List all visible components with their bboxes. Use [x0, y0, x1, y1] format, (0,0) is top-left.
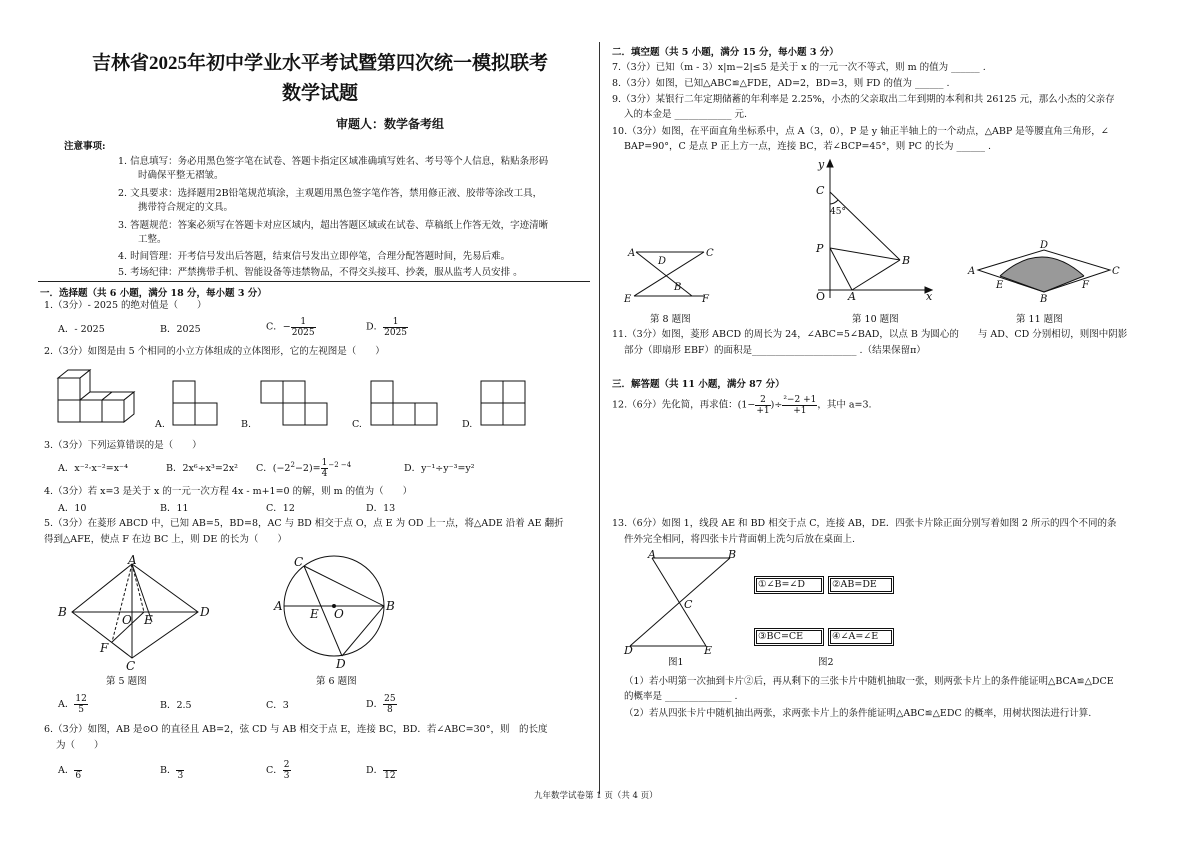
svg-text:C: C: [816, 184, 825, 197]
q3-option-b: B．2x⁶÷x³=2x²: [166, 463, 238, 474]
note-line: 1. 信息填写：务必用黑色签字笔在试卷、答题卡指定区域准确填写姓名、考号等个人信息，粘贴条形码: [118, 156, 549, 167]
svg-text:B: B: [728, 548, 737, 561]
q6-option-d: D． 12: [366, 760, 397, 781]
svg-text:D: D: [200, 605, 210, 619]
fig6-caption: 第 6 题图: [316, 676, 357, 687]
q13: 13.（6分）如图 1，线段 AE 和 BD 相交于点 C，连接 AB，DE．四张卡片除正面分别写着如图 2 所示的四个不同的条: [612, 518, 1117, 529]
q4-option-b: B．11: [160, 503, 189, 514]
svg-text:C: C: [126, 659, 136, 670]
q6-stem: 6.（3分）如图，AB 是⊙O 的直径且 AB=2，弦 CD 与 AB 相交于点 E，连接 BC，BD．若∠ABC=30°，则 的长度: [44, 724, 548, 735]
exam-title: 吉林省2025年初中学业水平考试暨第四次统一模拟联考: [92, 53, 549, 74]
note-line: 时确保平整无褶皱。: [138, 170, 224, 181]
svg-text:E: E: [996, 280, 1004, 291]
q13-fig1: [620, 548, 740, 656]
svg-text:A: A: [628, 248, 636, 259]
svg-text:D: D: [336, 657, 346, 670]
svg-text:O: O: [122, 613, 132, 627]
q1-option-a: A．- 2025: [58, 324, 105, 335]
fig6-circle: [270, 552, 400, 670]
section-divider: [38, 281, 590, 282]
svg-text:A: A: [128, 553, 137, 567]
svg-text:D: D: [624, 644, 633, 656]
svg-text:A: A: [648, 548, 656, 561]
svg-text:O: O: [334, 607, 344, 621]
fig2-caption: 图2: [818, 657, 834, 668]
q6-option-b: B． 3: [160, 760, 184, 781]
fig11-rhombus: [964, 236, 1124, 306]
q6-stem-cont: 为（ ）: [56, 740, 104, 751]
q2-option-d: D.: [462, 419, 473, 430]
note-line: 2. 文具要求：选择题用2B铅笔规范填涂，主观题用黑色签字笔作答，禁用修正液、胶带等涂改工具，: [118, 188, 543, 199]
svg-text:D: D: [1040, 240, 1049, 251]
svg-text:B: B: [674, 282, 682, 293]
q3-option-a: A．x⁻²·x⁻²=x⁻⁴: [58, 463, 128, 474]
q3-option-d: D．y⁻¹÷y⁻³=y²: [404, 463, 475, 474]
q3-stem: 3.（3分）下列运算错误的是（ ）: [44, 440, 202, 451]
column-divider: [599, 42, 600, 794]
q5-option-c: C．3: [266, 700, 289, 711]
svg-text:A: A: [274, 599, 283, 613]
section1-heading: 一．选择题（共 6 小题，满分 18 分，每小题 3 分）: [40, 288, 267, 299]
section3-heading: 三．解答题（共 11 小题，满分 87 分）: [612, 379, 785, 390]
svg-text:D: D: [658, 256, 667, 267]
q10-cont: BAP=90°，C 是点 P 正上方一点，连接 BC，若∠BCP=45°，则 PC 的长为 ______ .: [624, 141, 992, 152]
q11-cont: 部分（即扇形 EBF）的面积是______________________ .（结果保留π）: [624, 345, 926, 356]
svg-text:P: P: [816, 242, 824, 255]
svg-text:C: C: [706, 248, 714, 259]
q2-view-a: [172, 380, 222, 430]
svg-text:B: B: [386, 599, 395, 613]
q3-option-c: C．$(-2^2-2)=$ $\frac{1}{4}$ $^{-2 -4}$: [256, 458, 352, 479]
q9: 9.（3分）某银行二年定期储蓄的年利率是 2.25%，小杰的父亲取出二年到期的本利和共 26125 元，那么小杰的父亲存: [612, 94, 1115, 105]
q5-option-a: A． $\frac{12}{5}$: [58, 694, 87, 715]
svg-text:F: F: [100, 641, 109, 655]
svg-text:E: E: [704, 644, 713, 656]
q1-option-d: D． $\frac{1}{2025}$: [366, 317, 408, 338]
svg-text:C: C: [294, 555, 304, 569]
card-3[interactable]: ③BC=CE: [754, 628, 824, 646]
q6-option-c: C． $\frac{2}{3}$: [266, 760, 290, 781]
q4-stem: 4.（3分）若 x=3 是关于 x 的一元一次方程 4x - m+1=0 的解，则 m 的值为（ ）: [44, 486, 413, 497]
q5-option-b: B．2.5: [160, 700, 192, 711]
fig8-triangles: [620, 240, 720, 306]
svg-text:x: x: [926, 290, 933, 303]
note-line: 携带符合规定的文具。: [138, 202, 234, 213]
svg-text:E: E: [310, 607, 319, 621]
exam-subtitle: 数学试题: [282, 83, 359, 104]
q1-stem: 1.（3分）- 2025 的绝对值是（ ）: [44, 300, 207, 311]
svg-text:45°: 45°: [830, 207, 846, 217]
svg-text:E: E: [144, 613, 153, 627]
svg-text:E: E: [624, 294, 632, 305]
q6-option-a: A． 6: [58, 760, 82, 781]
q2-option-b: B.: [241, 419, 252, 430]
q1-option-b: B．2025: [160, 324, 201, 335]
note-line: 3. 答题规范：答案必须写在答题卡对应区域内，超出答题区域或在试卷、草稿纸上作答无效，字迹清晰: [118, 220, 549, 231]
svg-text:B: B: [902, 254, 911, 267]
card-2[interactable]: ②AB=DE: [828, 576, 894, 594]
card-1[interactable]: ①∠B=∠D: [754, 576, 824, 594]
q13-part2: （2）若从四张卡片中随机抽出两张，求两张卡片上的条件能证明△ABC≌△EDC 的概率，用树状图法进行计算.: [624, 708, 1092, 719]
svg-text:C: C: [684, 598, 693, 611]
svg-text:A: A: [848, 290, 856, 303]
q5-stem: 5.（3分）在菱形 ABCD 中，已知 AB=5，BD=8，AC 与 BD 相交于点 O，点 E 为 OD 上一点，将△ADE 沿着 AE 翻折: [44, 518, 564, 529]
card-4[interactable]: ④∠A=∠E: [828, 628, 894, 646]
q11: 11.（3分）如图，菱形 ABCD 的周长为 24，∠ABC=5∠BAD，以点 B 为圆心的 与 AD、CD 分别相切，则图中阴影: [612, 329, 1128, 340]
q9-cont: 入的本金是 ____________ 元.: [624, 109, 748, 120]
q13-part1: （1）若小明第一次抽到卡片②后，再从剩下的三张卡片中随机抽取一张，则两张卡片上的条件能证明△BCA≌△DCE: [624, 676, 1114, 687]
q2-option-c: C.: [352, 419, 362, 430]
q2-view-d: [480, 380, 530, 430]
svg-text:A: A: [968, 266, 976, 277]
svg-text:B: B: [1040, 294, 1048, 305]
q7: 7.（3分）已知（m - 3）x|m−2|≤5 是关于 x 的一元一次不等式，则 m 的值为 ______ .: [612, 62, 986, 73]
notes-heading: 注意事项:: [64, 141, 106, 152]
q13-part1-cont: 的概率是 ______________ .: [624, 691, 738, 702]
svg-text:C: C: [1112, 266, 1120, 277]
page-footer: 九年数学试卷第 1 页（共 4 页）: [534, 791, 658, 801]
fig1-caption: 图1: [668, 657, 684, 668]
section2-heading: 二．填空题（共 5 小题，满分 15 分，每小题 3 分）: [612, 47, 839, 58]
q2-view-b: [260, 380, 330, 430]
q13-cont: 件外完全相同，将四张卡片背面朝上洗匀后放在桌面上.: [624, 534, 856, 545]
fig10-caption: 第 10 题图: [852, 314, 899, 325]
q4-option-a: A．10: [58, 503, 87, 514]
note-line: 5. 考场纪律：严禁携带手机、智能设备等违禁物品，不得交头接耳、抄袭，服从监考人员安排 。: [118, 267, 523, 278]
note-line: 工整。: [138, 234, 167, 245]
svg-text:B: B: [58, 605, 67, 619]
fig5-rhombus: [52, 552, 212, 670]
q4-option-d: D．13: [366, 503, 396, 514]
fig10-coordinate: [808, 158, 938, 304]
reviewer: 审题人：数学备考组: [336, 117, 445, 131]
q12: 12.（6分）先化简，再求值：(1− $\frac{2}{+1}$ )÷ $\frac{\text{²−2 +1}}{+1}$ ，其中 a=3.: [612, 395, 872, 416]
q5-stem-cont: 得到△AFE，使点 F 在边 BC 上，则 DE 的长为（ ）: [44, 534, 287, 545]
q2-cube-figure: [52, 364, 142, 430]
note-line: 4. 时间管理：开考信号发出后答题，结束信号发出立即停笔，合理分配答题时间，先易后难。: [118, 251, 511, 262]
q5-option-d: D． $\frac{25}{8}$: [366, 694, 396, 715]
q2-view-c: [370, 380, 440, 430]
q2-stem: 2.（3分）如图是由 5 个相同的小立方体组成的立体图形，它的左视图是（ ）: [44, 346, 385, 357]
svg-text:O: O: [816, 290, 826, 303]
q8: 8.（3分）如图，已知△ABC≌△FDE，AD=2，BD=3，则 FD 的值为 ______ .: [612, 78, 950, 89]
fig11-caption: 第 11 题图: [1016, 314, 1063, 325]
q2-option-a: A.: [155, 419, 165, 430]
q1-option-c: C．− $\frac{1}{2025}$: [266, 317, 315, 338]
fig5-caption: 第 5 题图: [106, 676, 147, 687]
svg-text:F: F: [702, 294, 709, 305]
svg-text:y: y: [818, 158, 825, 171]
svg-text:F: F: [1082, 280, 1089, 291]
fig8-caption: 第 8 题图: [650, 314, 691, 325]
q4-option-c: C．12: [266, 503, 295, 514]
q10: 10.（3分）如图，在平面直角坐标系中，点 A（3，0），P 是 y 轴正半轴上的一个动点，△ABP 是等腰直角三角形，∠: [612, 126, 1109, 137]
